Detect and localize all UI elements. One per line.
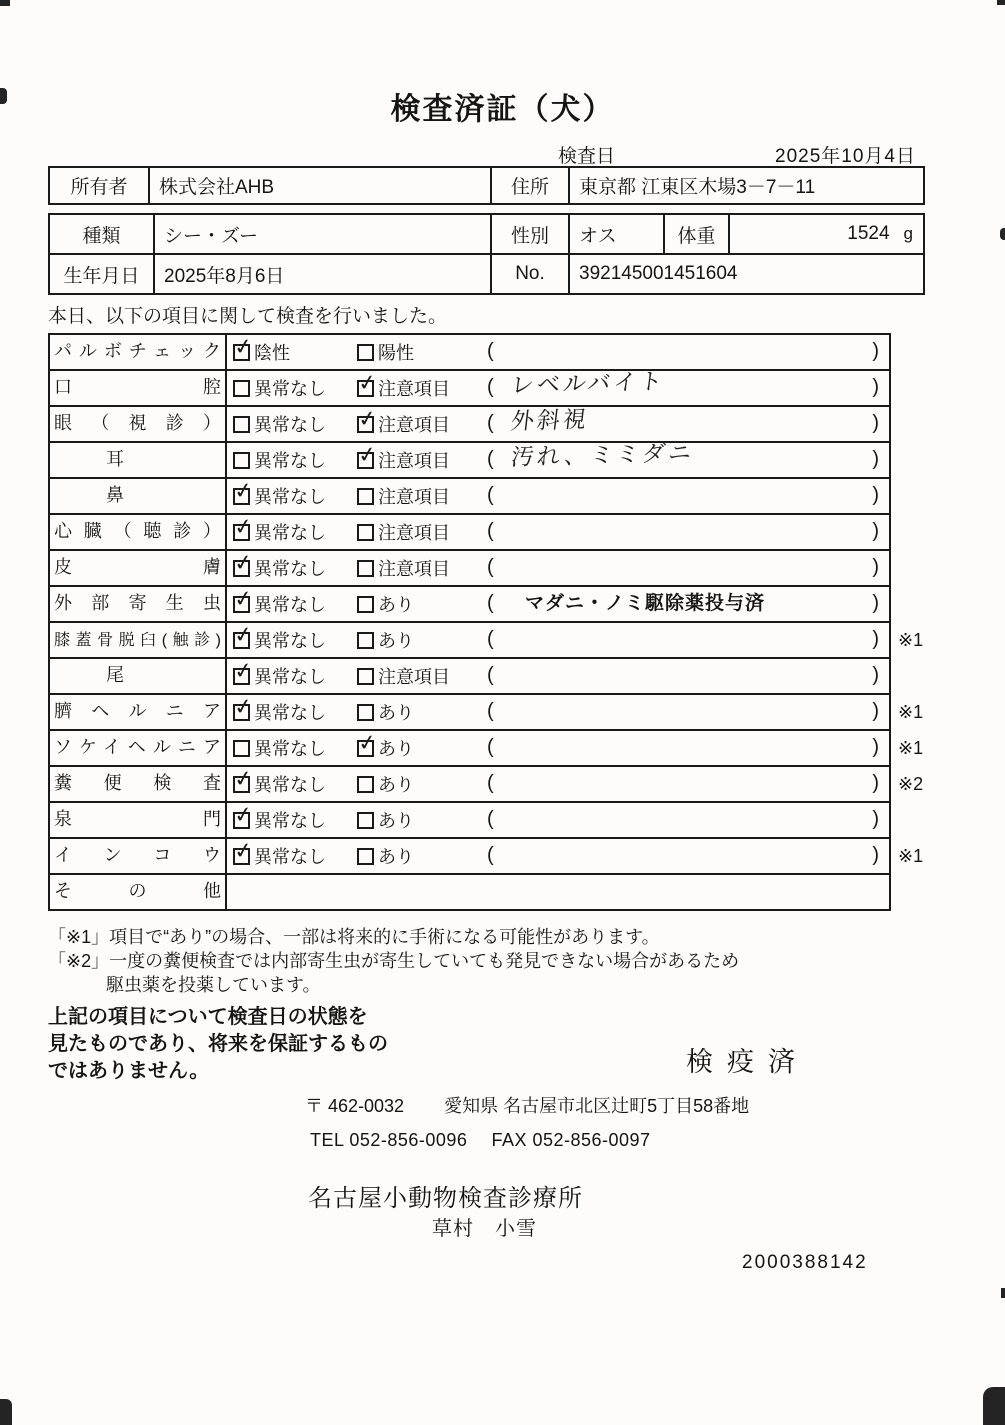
checkbox-icon xyxy=(232,836,255,865)
option-primary xyxy=(232,512,326,549)
checkbox-icon xyxy=(232,764,255,793)
sex-label: 性別 xyxy=(492,215,570,253)
scan-artifact xyxy=(997,0,1005,5)
check-mark-icon: ✓ xyxy=(232,512,255,541)
option-primary xyxy=(233,371,326,405)
inspection-row-content xyxy=(227,800,889,837)
inspection-row xyxy=(50,549,889,585)
option-secondary xyxy=(357,623,414,657)
paren-open: ( xyxy=(487,664,494,686)
checkbox-icon xyxy=(233,740,250,757)
statement-line-2: 見たものであり、将来を保証するもの xyxy=(48,1033,388,1055)
check-mark-icon: ✓ xyxy=(356,440,379,469)
note-text: 汚れ、ミミダニ xyxy=(509,439,696,471)
serial-number: 2000388142 xyxy=(742,1252,868,1273)
option-secondary xyxy=(356,368,450,405)
checkbox-icon xyxy=(357,848,374,865)
statement-line-1: 上記の項目について検査日の状態を xyxy=(48,1006,368,1028)
option-primary xyxy=(232,656,326,693)
option-label: 異常なし xyxy=(254,595,326,615)
inspection-row-content xyxy=(227,476,889,513)
checkbox-icon xyxy=(357,596,374,613)
statement-line-3: ではありません。 xyxy=(48,1060,210,1082)
check-mark-icon: ✓ xyxy=(232,764,255,793)
inspection-item-label: 鼻 xyxy=(50,479,227,513)
inspection-row xyxy=(50,441,889,477)
scan-artifact xyxy=(0,0,10,6)
owner-label: 所有者 xyxy=(50,168,150,203)
paren-open: ( xyxy=(487,376,494,398)
paren-close: ) xyxy=(872,700,879,722)
inspection-row-content xyxy=(227,764,924,801)
paren-open: ( xyxy=(487,808,494,830)
owner-table xyxy=(48,166,925,205)
scan-artifact xyxy=(0,88,7,104)
option-primary xyxy=(232,800,326,837)
checkbox-icon xyxy=(357,668,374,685)
checkbox-icon xyxy=(356,368,379,397)
paren-close: ) xyxy=(872,376,879,398)
check-mark-icon: ✓ xyxy=(232,692,255,721)
option-label: 異常なし xyxy=(254,631,326,651)
check-mark-icon: ✓ xyxy=(232,656,255,685)
scan-artifact xyxy=(1000,228,1005,240)
option-primary xyxy=(232,836,326,873)
check-mark-icon: ✓ xyxy=(232,548,255,577)
clinic-tel: TEL 052-856-0096 xyxy=(310,1130,468,1150)
paren-close: ) xyxy=(872,484,879,506)
postal-code: 〒 462-0032 xyxy=(305,1096,405,1116)
inspection-row-content xyxy=(227,512,889,549)
option-label: あり xyxy=(378,703,414,723)
option-secondary xyxy=(357,695,414,729)
inspection-item-label: ソケイヘルニア xyxy=(50,731,227,765)
option-secondary xyxy=(356,728,414,765)
footnotes xyxy=(48,925,739,997)
paren-open: ( xyxy=(487,340,494,362)
option-secondary xyxy=(357,335,414,369)
option-label: 異常なし xyxy=(254,487,326,507)
option-label: 注意項目 xyxy=(378,523,450,543)
option-secondary xyxy=(356,404,450,441)
inspection-row xyxy=(50,585,889,621)
option-primary xyxy=(232,692,326,729)
footnote-mark: ※2 xyxy=(898,774,924,794)
number-value: 392145001451604 xyxy=(579,263,738,284)
option-label: 注意項目 xyxy=(378,559,450,579)
option-label: 注意項目 xyxy=(378,379,450,399)
checkbox-icon xyxy=(357,812,374,829)
checkbox-icon xyxy=(357,524,374,541)
option-label: あり xyxy=(378,595,414,615)
checkbox-icon xyxy=(357,488,374,505)
check-mark-icon: ✓ xyxy=(232,584,255,613)
paren-close: ) xyxy=(872,520,879,542)
inspection-row xyxy=(50,728,924,765)
paren-close: ) xyxy=(872,772,879,794)
inspection-row-content xyxy=(227,439,889,477)
option-primary xyxy=(233,443,326,477)
pet-info-table xyxy=(48,213,925,295)
checkbox-icon xyxy=(357,344,374,361)
inspection-date-value: 2025年10月4日 xyxy=(775,146,916,167)
breed-value: シー・ズー xyxy=(155,215,492,253)
checkbox-icon xyxy=(356,728,379,757)
option-primary xyxy=(232,332,290,369)
clinic-address: 愛知県 名古屋市北区辻町5丁目58番地 xyxy=(444,1096,750,1116)
paren-close: ) xyxy=(872,628,879,650)
checkbox-icon xyxy=(233,380,250,397)
option-secondary xyxy=(357,479,450,513)
paren-close: ) xyxy=(872,736,879,758)
checkbox-icon xyxy=(233,416,250,433)
clinic-fax: FAX 052-856-0097 xyxy=(491,1130,651,1150)
footnote-mark: ※1 xyxy=(898,702,924,722)
option-primary xyxy=(233,731,326,765)
checkbox-icon xyxy=(232,584,255,613)
option-label: あり xyxy=(378,847,414,867)
footnote-1: 「※1」項目で“あり”の場合、一部は将来的に手術になる可能性があります。 xyxy=(48,927,660,947)
paren-open: ( xyxy=(487,412,494,434)
address-value: 東京都 江東区木場3－7－11 xyxy=(579,177,816,198)
option-label: 異常なし xyxy=(254,667,326,687)
option-primary xyxy=(232,620,326,657)
paren-close: ) xyxy=(872,448,879,470)
option-secondary xyxy=(357,839,414,873)
check-mark-icon: ✓ xyxy=(232,800,255,829)
inspection-item-label: 外部寄生虫 xyxy=(50,587,227,621)
clinic-name: 名古屋小動物検査診療所 xyxy=(308,1185,583,1212)
paren-open: ( xyxy=(487,592,494,614)
checkbox-icon xyxy=(232,800,255,829)
option-primary xyxy=(232,548,326,585)
intro-text: 本日、以下の項目に関して検査を行いました。 xyxy=(48,306,448,327)
paren-close: ) xyxy=(872,664,879,686)
scan-artifact xyxy=(1001,1288,1005,1298)
option-primary xyxy=(232,584,326,621)
inspection-row xyxy=(50,692,924,729)
option-label: 注意項目 xyxy=(378,487,450,507)
birth-label: 生年月日 xyxy=(50,255,155,293)
option-label: 注意項目 xyxy=(378,451,450,471)
footnote-mark: ※1 xyxy=(898,630,924,650)
checkbox-icon xyxy=(232,620,255,649)
number-label: No. xyxy=(492,255,570,293)
checkbox-icon xyxy=(232,548,255,577)
option-primary xyxy=(233,407,326,441)
inspection-item-label: パルボチェック xyxy=(50,335,227,369)
note-text: 外斜視 xyxy=(509,405,591,435)
checkbox-icon xyxy=(233,452,250,469)
inspection-row-content xyxy=(227,836,924,873)
footnote-2: 「※2」一度の糞便検査では内部寄生虫が寄生していても発見できない場合があるため xyxy=(48,951,740,971)
inspection-row xyxy=(50,873,889,909)
clinic-address-line xyxy=(305,1092,749,1118)
inspection-row-content xyxy=(227,584,889,621)
inspection-item-label: 泉門 xyxy=(50,803,227,837)
inspection-row-content xyxy=(227,548,889,585)
scan-artifact xyxy=(983,1387,1005,1425)
check-mark-icon: ✓ xyxy=(232,332,255,361)
checkbox-icon xyxy=(232,692,255,721)
inspection-item-label: その他 xyxy=(50,875,227,909)
option-label: 異常なし xyxy=(254,847,326,867)
option-secondary xyxy=(356,440,450,477)
paren-open: ( xyxy=(487,700,494,722)
paren-close: ) xyxy=(872,556,879,578)
inspection-row xyxy=(50,477,889,513)
option-primary xyxy=(232,476,326,513)
paren-close: ) xyxy=(872,592,879,614)
option-secondary xyxy=(357,515,450,549)
owner-value: 株式会社AHB xyxy=(150,168,492,203)
clinic-telfax-line xyxy=(310,1130,651,1151)
option-label: 異常なし xyxy=(254,379,326,399)
inspection-item-label: 皮膚 xyxy=(50,551,227,585)
footnote-mark: ※1 xyxy=(898,846,924,866)
option-label: 異常なし xyxy=(254,775,326,795)
checkbox-icon xyxy=(232,512,255,541)
inspection-row-content xyxy=(227,692,924,729)
inspection-date-label: 検査日 xyxy=(558,146,616,167)
option-secondary xyxy=(357,587,414,621)
pet-info-row-1 xyxy=(50,215,923,253)
check-mark-icon: ✓ xyxy=(356,728,379,757)
checkbox-icon xyxy=(357,776,374,793)
inspection-item-label: 耳 xyxy=(50,443,227,477)
check-mark-icon: ✓ xyxy=(232,620,255,649)
examiner-name: 草村 小雪 xyxy=(432,1218,537,1240)
paren-open: ( xyxy=(487,556,494,578)
inspection-item-label: インコウ xyxy=(50,839,227,873)
inspection-row xyxy=(50,801,889,837)
pet-info-row-2 xyxy=(50,253,923,293)
sex-value: オス xyxy=(570,215,665,253)
option-label: 異常なし xyxy=(254,415,326,435)
breed-label: 種類 xyxy=(50,215,155,253)
check-mark-icon: ✓ xyxy=(356,368,379,397)
paren-open: ( xyxy=(487,844,494,866)
footnote-mark: ※1 xyxy=(898,738,924,758)
inspection-table xyxy=(48,332,924,911)
inspection-item-label: 口腔 xyxy=(50,371,227,405)
option-label: 注意項目 xyxy=(378,667,450,687)
option-label: あり xyxy=(378,739,414,759)
paren-open: ( xyxy=(487,736,494,758)
check-mark-icon: ✓ xyxy=(356,404,379,433)
checkbox-icon xyxy=(232,656,255,685)
inspection-row xyxy=(50,764,924,801)
paren-open: ( xyxy=(487,484,494,506)
inspection-item-label: 膝蓋骨脱臼(触診) xyxy=(50,623,227,657)
footnote-2-continued: 駆虫薬を投薬しています。 xyxy=(106,975,321,995)
option-label: 陰性 xyxy=(254,343,290,363)
note-text: レベルバイト xyxy=(509,367,667,399)
paren-open: ( xyxy=(487,772,494,794)
checkbox-icon xyxy=(232,476,255,505)
option-label: あり xyxy=(378,631,414,651)
inspection-row xyxy=(50,657,889,693)
option-label: 異常なし xyxy=(254,703,326,723)
weight-value-cell xyxy=(730,215,923,253)
checkbox-icon xyxy=(357,632,374,649)
paren-close: ) xyxy=(872,844,879,866)
weight-unit: g xyxy=(903,224,913,243)
option-label: 異常なし xyxy=(254,811,326,831)
inspection-item-label: 臍ヘルニア xyxy=(50,695,227,729)
inspection-row-content xyxy=(227,620,924,657)
weight-value: 1524 xyxy=(847,223,890,244)
option-label: 陽性 xyxy=(378,343,414,363)
checkbox-icon xyxy=(357,560,374,577)
inspection-row xyxy=(50,513,889,549)
paren-open: ( xyxy=(487,520,494,542)
option-label: あり xyxy=(378,775,414,795)
option-label: あり xyxy=(378,811,414,831)
inspection-row-content xyxy=(227,728,924,765)
option-label: 異常なし xyxy=(254,739,326,759)
option-label: 異常なし xyxy=(254,451,326,471)
paren-close: ) xyxy=(872,412,879,434)
check-mark-icon: ✓ xyxy=(232,476,255,505)
checkbox-icon xyxy=(356,440,379,469)
inspection-row-content xyxy=(227,875,889,909)
check-mark-icon: ✓ xyxy=(232,836,255,865)
option-primary xyxy=(232,764,326,801)
address-label: 住所 xyxy=(492,168,570,203)
checkbox-icon xyxy=(232,332,255,361)
checkbox-icon xyxy=(357,704,374,721)
disclaimer-statement xyxy=(48,1004,388,1085)
option-secondary xyxy=(357,803,414,837)
page-title: 検査済証（犬） xyxy=(390,93,615,126)
birth-value: 2025年8月6日 xyxy=(155,255,492,293)
weight-label: 体重 xyxy=(665,215,730,253)
option-secondary xyxy=(357,659,450,693)
option-label: 注意項目 xyxy=(378,415,450,435)
checkbox-icon xyxy=(356,404,379,433)
inspection-item-label: 糞便検査 xyxy=(50,767,227,801)
inspection-row xyxy=(50,836,924,873)
option-label: 異常なし xyxy=(254,523,326,543)
option-secondary xyxy=(357,551,450,585)
inspection-item-label: 心臓（聴診） xyxy=(50,515,227,549)
note-text: マダニ・ノミ駆除薬投与済 xyxy=(525,593,766,614)
option-label: 異常なし xyxy=(254,559,326,579)
quarantine-passed-stamp: 検疫済 xyxy=(686,1047,809,1077)
inspection-item-label: 尾 xyxy=(50,659,227,693)
paren-close: ) xyxy=(872,340,879,362)
inspection-row-content xyxy=(227,656,889,693)
paren-open: ( xyxy=(487,448,494,470)
scan-artifact xyxy=(0,1399,12,1425)
inspection-row xyxy=(50,620,924,657)
paren-open: ( xyxy=(487,628,494,650)
option-secondary xyxy=(357,767,414,801)
inspection-item-label: 眼（視診） xyxy=(50,407,227,441)
paren-close: ) xyxy=(872,808,879,830)
